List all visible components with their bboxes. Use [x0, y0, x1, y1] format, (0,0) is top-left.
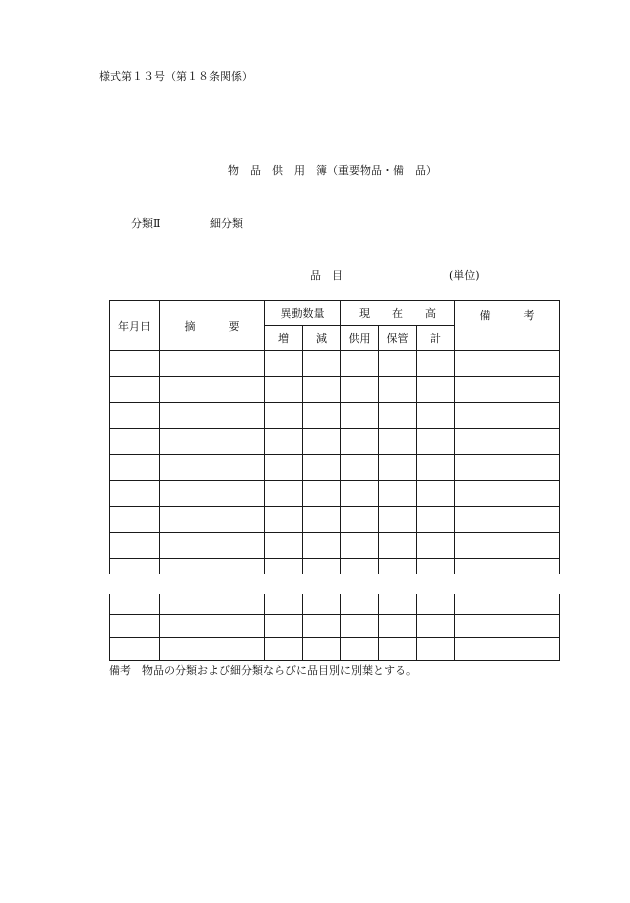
table-cell[interactable] — [160, 638, 265, 661]
unit-label: (単位) — [449, 269, 480, 282]
footnote: 備考 物品の分類および細分類ならびに品目別に別葉とする。 — [109, 664, 417, 677]
table-cell[interactable] — [379, 594, 417, 615]
table-cell[interactable] — [455, 403, 560, 429]
table-cell[interactable] — [417, 429, 455, 455]
table-row — [110, 507, 560, 533]
item-name-label: 品 目 — [310, 269, 343, 282]
table-cell[interactable] — [379, 351, 417, 377]
table-cell[interactable] — [341, 429, 379, 455]
table-row-continuation — [110, 594, 560, 615]
table-cell[interactable] — [455, 615, 560, 638]
table-cell[interactable] — [379, 377, 417, 403]
table-cell[interactable] — [110, 351, 160, 377]
table-cell[interactable] — [379, 429, 417, 455]
table-cell[interactable] — [110, 403, 160, 429]
header-decrease: 減 — [303, 326, 341, 351]
table-cell[interactable] — [303, 377, 341, 403]
table-cell[interactable] — [303, 455, 341, 481]
form-number: 様式第１３号（第１８条関係） — [99, 70, 253, 83]
table-cell[interactable] — [265, 507, 303, 533]
table-cell[interactable] — [417, 615, 455, 638]
table-cell[interactable] — [455, 507, 560, 533]
table-cell[interactable] — [417, 351, 455, 377]
table-cell[interactable] — [265, 533, 303, 559]
table-cell[interactable] — [265, 559, 303, 575]
table-cell[interactable] — [417, 559, 455, 575]
table-cell[interactable] — [379, 455, 417, 481]
table-cell[interactable] — [160, 455, 265, 481]
table-cell[interactable] — [265, 429, 303, 455]
table-cell[interactable] — [455, 559, 560, 575]
table-row — [110, 377, 560, 403]
table-cell[interactable] — [160, 351, 265, 377]
header-row — [110, 301, 560, 326]
table-row — [110, 638, 560, 661]
table-cell[interactable] — [379, 615, 417, 638]
table-cell[interactable] — [160, 559, 265, 575]
table-cell[interactable] — [110, 594, 160, 615]
table-cell[interactable] — [265, 638, 303, 661]
table-cell[interactable] — [110, 429, 160, 455]
table-row — [110, 351, 560, 377]
header-in-use: 供用 — [341, 326, 379, 351]
table-cell[interactable] — [265, 615, 303, 638]
table-cell[interactable] — [417, 403, 455, 429]
table-cell[interactable] — [455, 429, 560, 455]
table-cell[interactable] — [379, 403, 417, 429]
header-total: 計 — [417, 326, 455, 351]
header-change-quantity: 異動数量 — [265, 301, 341, 326]
table-cell[interactable] — [110, 377, 160, 403]
table-cell[interactable] — [455, 638, 560, 661]
table-cell[interactable] — [160, 533, 265, 559]
header-storage: 保管 — [379, 326, 417, 351]
table-cell[interactable] — [379, 481, 417, 507]
table-cell[interactable] — [303, 615, 341, 638]
table-row-continuation — [110, 559, 560, 575]
table-cell[interactable] — [379, 507, 417, 533]
table-cell[interactable] — [417, 533, 455, 559]
table-cell[interactable] — [110, 615, 160, 638]
header-date: 年月日 — [110, 301, 160, 351]
header-current-stock: 現 在 高 — [341, 301, 455, 326]
table-row — [110, 429, 560, 455]
table-cell[interactable] — [341, 377, 379, 403]
table-cell[interactable] — [265, 377, 303, 403]
table-cell[interactable] — [110, 455, 160, 481]
table-cell[interactable] — [455, 455, 560, 481]
table-cell[interactable] — [417, 638, 455, 661]
table-cell[interactable] — [341, 533, 379, 559]
table-cell[interactable] — [160, 615, 265, 638]
document-title: 物 品 供 用 簿（重要物品・備 品） — [228, 164, 437, 177]
table-cell[interactable] — [341, 638, 379, 661]
table-cell[interactable] — [341, 403, 379, 429]
table-cell[interactable] — [341, 507, 379, 533]
table-cell[interactable] — [379, 559, 417, 575]
subclassification-label: 細分類 — [210, 217, 243, 230]
table-cell[interactable] — [341, 559, 379, 575]
table-cell[interactable] — [110, 507, 160, 533]
table-cell[interactable] — [417, 377, 455, 403]
table-cell[interactable] — [341, 351, 379, 377]
table-row — [110, 533, 560, 559]
table-cell[interactable] — [417, 594, 455, 615]
table-cell[interactable] — [265, 481, 303, 507]
table-cell[interactable] — [455, 481, 560, 507]
table-cell[interactable] — [341, 615, 379, 638]
table-cell[interactable] — [265, 594, 303, 615]
table-cell[interactable] — [417, 507, 455, 533]
ledger-table — [109, 300, 560, 574]
table-cell[interactable] — [379, 533, 417, 559]
table-cell[interactable] — [303, 507, 341, 533]
table-cell[interactable] — [110, 559, 160, 575]
table-cell[interactable] — [265, 455, 303, 481]
table-cell[interactable] — [160, 429, 265, 455]
table-row — [110, 615, 560, 638]
table-row — [110, 481, 560, 507]
table-cell[interactable] — [110, 481, 160, 507]
table-cell[interactable] — [455, 351, 560, 377]
table-cell[interactable] — [341, 594, 379, 615]
table-cell[interactable] — [379, 638, 417, 661]
header-increase: 増 — [265, 326, 303, 351]
table-cell[interactable] — [341, 455, 379, 481]
table-cell[interactable] — [455, 533, 560, 559]
table-cell[interactable] — [160, 481, 265, 507]
table-cell[interactable] — [341, 481, 379, 507]
table-cell[interactable] — [160, 594, 265, 615]
table-cell[interactable] — [110, 638, 160, 661]
table-cell[interactable] — [303, 403, 341, 429]
table-cell[interactable] — [303, 559, 341, 575]
table-cell[interactable] — [455, 377, 560, 403]
ledger-table-continued — [109, 594, 560, 661]
table-cell[interactable] — [160, 507, 265, 533]
table-cell[interactable] — [265, 403, 303, 429]
table-cell[interactable] — [417, 455, 455, 481]
table-cell[interactable] — [303, 351, 341, 377]
header-summary: 摘 要 — [160, 301, 265, 351]
table-cell[interactable] — [110, 533, 160, 559]
table-row — [110, 403, 560, 429]
classification-label: 分類Ⅱ — [131, 217, 161, 230]
table-row — [110, 455, 560, 481]
header-remarks: 備 考 — [455, 301, 560, 351]
table-cell[interactable] — [160, 377, 265, 403]
table-cell[interactable] — [303, 429, 341, 455]
table-cell[interactable] — [455, 594, 560, 615]
table-cell[interactable] — [303, 533, 341, 559]
table-cell[interactable] — [417, 481, 455, 507]
table-cell[interactable] — [160, 403, 265, 429]
table-cell[interactable] — [303, 481, 341, 507]
table-cell[interactable] — [265, 351, 303, 377]
table-cell[interactable] — [303, 594, 341, 615]
table-cell[interactable] — [303, 638, 341, 661]
